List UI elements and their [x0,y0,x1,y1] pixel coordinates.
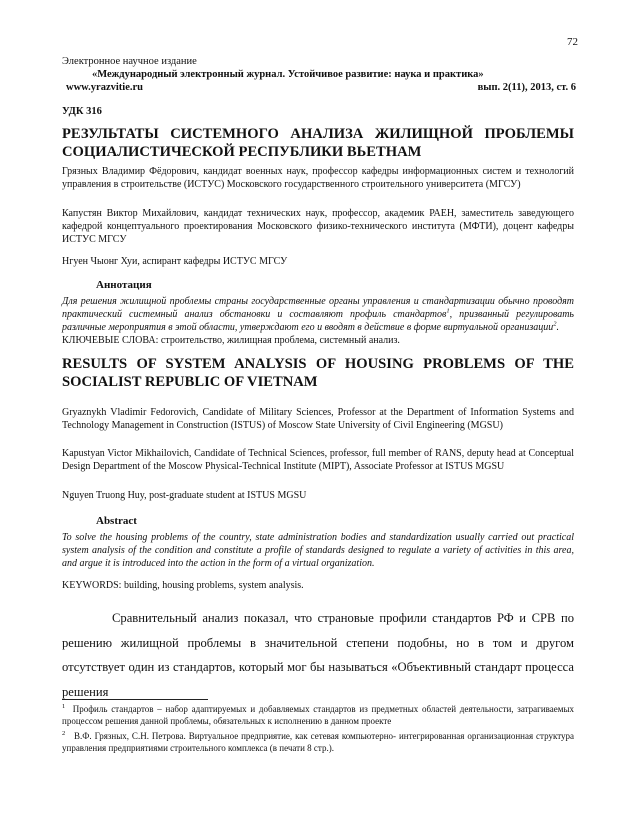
en-author-1: Gryaznykh Vladimir Fedorovich, Candidate of Military Sciences, Professor at the Department of Information Systems and Technology Management in Construction (ISTUS) of Moscow State University of Civil Engineering (MGSU) [62,407,574,431]
en-abstract: To solve the housing problems of the country, state administration bodies and standardization usually carried out practical system analysis of the condition and constitute a profile of standards designed to regulate a variety of activities in this area, and argue it is introduced into the action in the form of a virtual organization. [62,532,574,569]
footnote-1-mark: 1 [62,703,66,710]
en-title: RESULTS OF SYSTEM ANALYSIS OF HOUSING PROBLEMS OF THE SOCIALIST REPUBLIC OF VIETNAM [62,356,574,390]
ru-title: РЕЗУЛЬТАТЫ СИСТЕМНОГО АНАЛИЗА ЖИЛИЩНОЙ ПРОБЛЕМЫ СОЦИАЛИСТИЧЕСКОЙ РЕСПУБЛИКИ ВЬЕТНАМ [62,126,574,160]
journal-header-line2: «Международный электронный журнал. Устойчивое развитие: наука и практика» [92,69,484,80]
ru-abstract-part-a: Для решения жилищной проблемы страны государственные органы управления и стандартизации обычно проводят практический системный анализ обстановки и составляют профиль стандартов [62,296,574,320]
journal-header-line1: Электронное научное издание [62,56,197,67]
page-number: 72 [567,36,578,48]
journal-header-line3 [66,82,576,93]
ru-keywords: КЛЮЧЕВЫЕ СЛОВА: строительство, жилищная проблема, системный анализ. [62,335,400,346]
footnote-1-text: Профиль стандартов – набор адаптируемых и добавляемых стандартов из предметных областей деятельности, затрагиваемых процессом решения данной проблемы, обязательных к исполнению в данном проекте [62,704,575,726]
ru-author-3: Нгуен Чыонг Хуи, аспирант кафедры ИСТУС МГСУ [62,256,288,267]
ru-abstract-part-c: . [556,321,559,333]
ru-abstract-part-b: , призванный регулировать различные мероприятия в этой области, утверждают его и вводят в действие в форме виртуальной организации [62,308,574,333]
ru-author-2: Капустян Виктор Михайлович, кандидат технических наук, профессор, академик РАЕН, заместитель заведующего кафедрой концептуального проектирования Московского физико-технического института (МФТИ), доцент кафедры ИСТУС МГСУ [62,208,574,245]
udk-code: УДК 316 [62,106,102,117]
journal-site-link[interactable]: www.yrazvitie.ru [66,82,143,93]
en-keywords: KEYWORDS: building, housing problems, system analysis. [62,580,304,591]
ru-abstract [62,296,574,334]
ru-abstract-heading: Аннотация [96,279,152,291]
footnote-2 [62,731,574,754]
en-abstract-heading: Abstract [96,515,137,527]
footnote-2-text: В.Ф. Грязных, С.Н. Петрова. Виртуальное предприятие, как сетевая компьютерно- интегрированная организационная структура управления предприятиями строительного комплекса (в печати 8 стр.). [62,731,575,753]
en-author-2: Kapustyan Victor Mikhailovich, Candidate of Technical Sciences, professor, full member of RANS, deputy head at Conceptual Design Department of the Moscow Physical-Technical Institute (MIPT), Associate Professor at ISTUS MGSU [62,448,574,472]
body-paragraph: Сравнительный анализ показал, что страновые профили стандартов РФ и СРВ по решению жилищной проблемы в значительной степени подобны, но в том и другом отсутствует один из стандартов, который мог бы называться «Объективный стандарт процесса решения [62,611,574,699]
footnote-2-mark: 2 [62,730,66,737]
footnote-1 [62,704,574,727]
footnote-separator [62,699,208,700]
en-author-3: Nguyen Truong Huy, post-graduate student at ISTUS MGSU [62,490,307,501]
footnote-ref-2[interactable]: 2 [553,320,557,328]
ru-author-1: Грязных Владимир Фёдорович, кандидат военных наук, профессор кафедры информационных систем и технологий управления в строительстве (ИСТУС) Московского государственного строительного университета (МГСУ) [62,166,574,190]
journal-issue: вып. 2(11), 2013, ст. 6 [477,82,576,93]
footnote-ref-1[interactable]: 1 [446,307,450,315]
